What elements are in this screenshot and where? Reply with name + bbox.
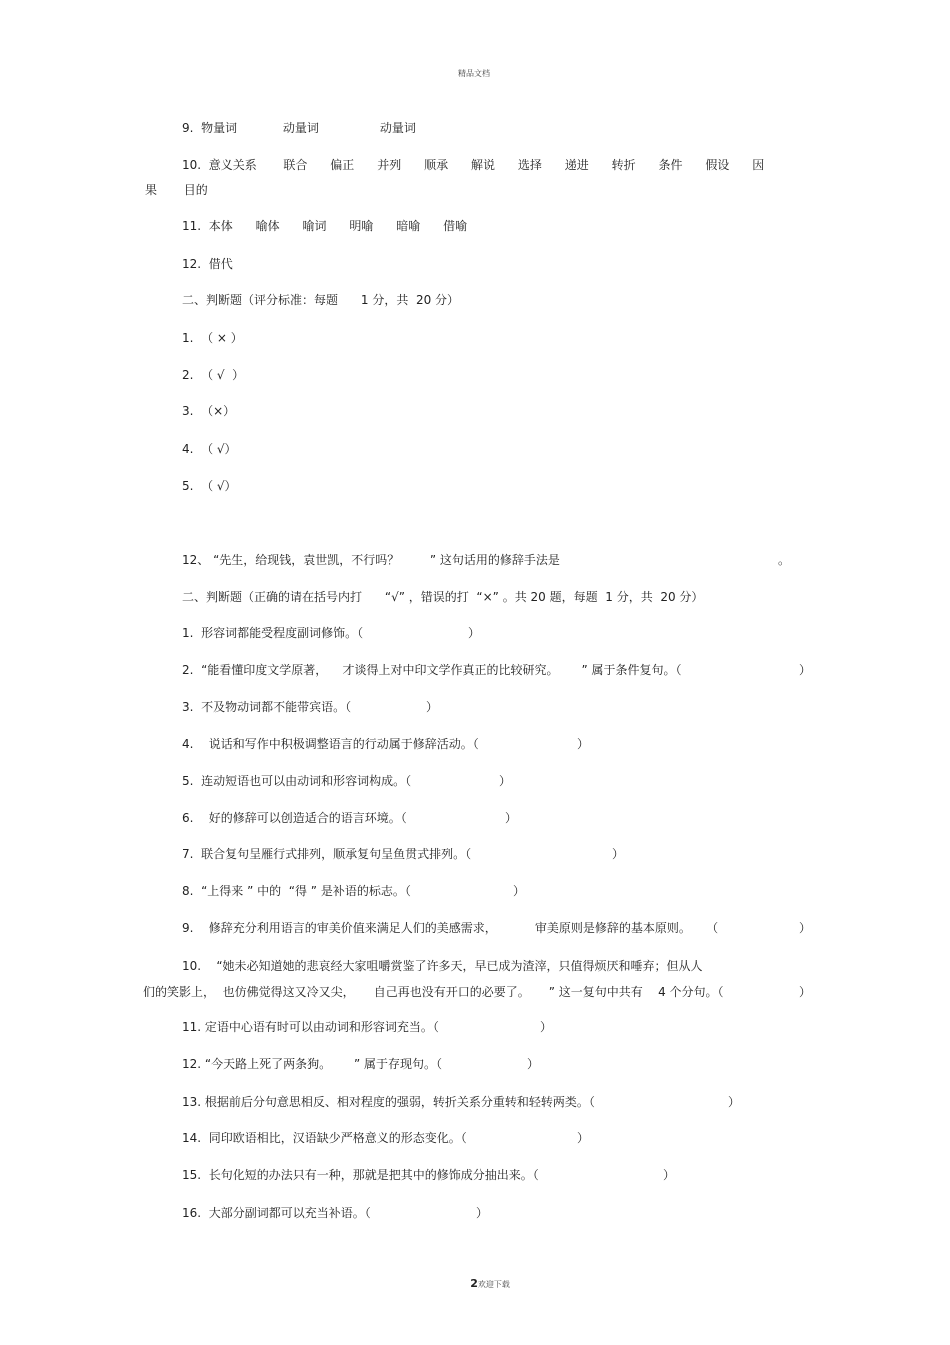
questions-section-heading: 二、判断题（正确的请在括号内打 “√” ，错误的打 “×” 。共 20 题，每题 1 分，共 20 分） bbox=[182, 590, 704, 604]
question-9: 9. 修辞充分利用语言的审美价值来满足人们的美感需求， 审美原则是修辞的基本原则。 （ bbox=[182, 921, 719, 935]
judge-answer-4: 4. （ √） bbox=[182, 442, 237, 456]
question-12: 12. “今天路上死了两条狗。 ” 属于存现句。（ bbox=[182, 1057, 443, 1071]
answer-11: 11. 本体 喻体 喻词 明喻 暗喻 借喻 bbox=[182, 219, 468, 233]
question-12-rhetoric: 12、 “先生，给现钱，袁世凯，不行吗？ ” 这句话用的修辞手法是 bbox=[182, 553, 560, 567]
question-2-close: ） bbox=[799, 663, 812, 677]
answers-section-heading: 二、判断题（评分标准：每题 1 分，共 20 分） bbox=[182, 293, 460, 307]
question-16: 16. 大部分副词都可以充当补语。（ bbox=[182, 1206, 371, 1220]
question-5: 5. 连动短语也可以由动词和形容词构成。（ bbox=[182, 774, 412, 788]
question-9-close: ） bbox=[799, 921, 812, 935]
answer-9: 9. 物量词 动量词 动量词 bbox=[182, 121, 416, 135]
judge-answer-3: 3. （×） bbox=[182, 404, 236, 418]
header-tag: 精品文档 bbox=[458, 69, 490, 78]
question-10: 10. “她未必知道她的悲哀经大家咀嚼赏鉴了许多天，早已成为渣滓，只值得烦厌和唾弃；但从人 bbox=[182, 959, 703, 973]
question-6-close: ） bbox=[505, 811, 518, 825]
question-5-close: ） bbox=[499, 774, 512, 788]
question-1: 1. 形容词都能受程度副词修饰。（ bbox=[182, 626, 364, 640]
question-7-close: ） bbox=[612, 847, 625, 861]
question-4: 4. 说话和写作中积极调整语言的行动属于修辞活动。（ bbox=[182, 737, 479, 751]
question-4-close: ） bbox=[577, 737, 590, 751]
question-10-close: ） bbox=[799, 985, 812, 999]
question-12-end: 。 bbox=[778, 553, 791, 567]
question-3: 3. 不及物动词都不能带宾语。（ bbox=[182, 700, 352, 714]
question-15: 15. 长句化短的办法只有一种，那就是把其中的修饰成分抽出来。（ bbox=[182, 1168, 539, 1182]
answer-12: 12. 借代 bbox=[182, 257, 233, 271]
question-14-close: ） bbox=[577, 1131, 590, 1145]
judge-answer-1: 1. （ × ） bbox=[182, 331, 243, 345]
question-7: 7. 联合复句呈雁行式排列，顺承复句呈鱼贯式排列。（ bbox=[182, 847, 472, 861]
answer-10-cont: 果 目的 bbox=[145, 183, 208, 197]
question-8-close: ） bbox=[513, 884, 526, 898]
question-12-close: ） bbox=[527, 1057, 540, 1071]
question-11-close: ） bbox=[540, 1020, 553, 1034]
page-footer bbox=[455, 1259, 510, 1309]
question-3-close: ） bbox=[426, 700, 439, 714]
question-13: 13. 根据前后分句意思相反、相对程度的强弱，转折关系分重转和轻转两类。（ bbox=[182, 1095, 595, 1109]
question-15-close: ） bbox=[663, 1168, 676, 1182]
question-11: 11. 定语中心语有时可以由动词和形容词充当。（ bbox=[182, 1020, 439, 1034]
question-13-close: ） bbox=[728, 1095, 741, 1109]
page-number: 2 bbox=[470, 1277, 478, 1290]
question-10-cont: 们的笑影上， 也仿佛觉得这又冷又尖， 自己再也没有开口的必要了。 ” 这一复句中共有 4 个分句。（ bbox=[143, 985, 724, 999]
judge-answer-2: 2. （ √ ） bbox=[182, 368, 245, 382]
question-8: 8. “上得来 ” 中的 “得 ” 是补语的标志。（ bbox=[182, 884, 411, 898]
footer-text: 欢迎下载 bbox=[477, 1280, 510, 1289]
question-16-close: ） bbox=[476, 1206, 489, 1220]
question-6: 6. 好的修辞可以创造适合的语言环境。（ bbox=[182, 811, 407, 825]
answer-10: 10. 意义关系 联合 偏正 并列 顺承 解说 选择 递进 转折 条件 假设 因 bbox=[182, 158, 765, 172]
question-2: 2. “能看懂印度文学原著， 才谈得上对中印文学作真正的比较研究。 ” 属于条件复句。（ bbox=[182, 663, 682, 677]
question-14: 14. 同印欧语相比，汉语缺少严格意义的形态变化。（ bbox=[182, 1131, 467, 1145]
judge-answer-5: 5. （ √） bbox=[182, 479, 237, 493]
question-1-close: ） bbox=[468, 626, 481, 640]
